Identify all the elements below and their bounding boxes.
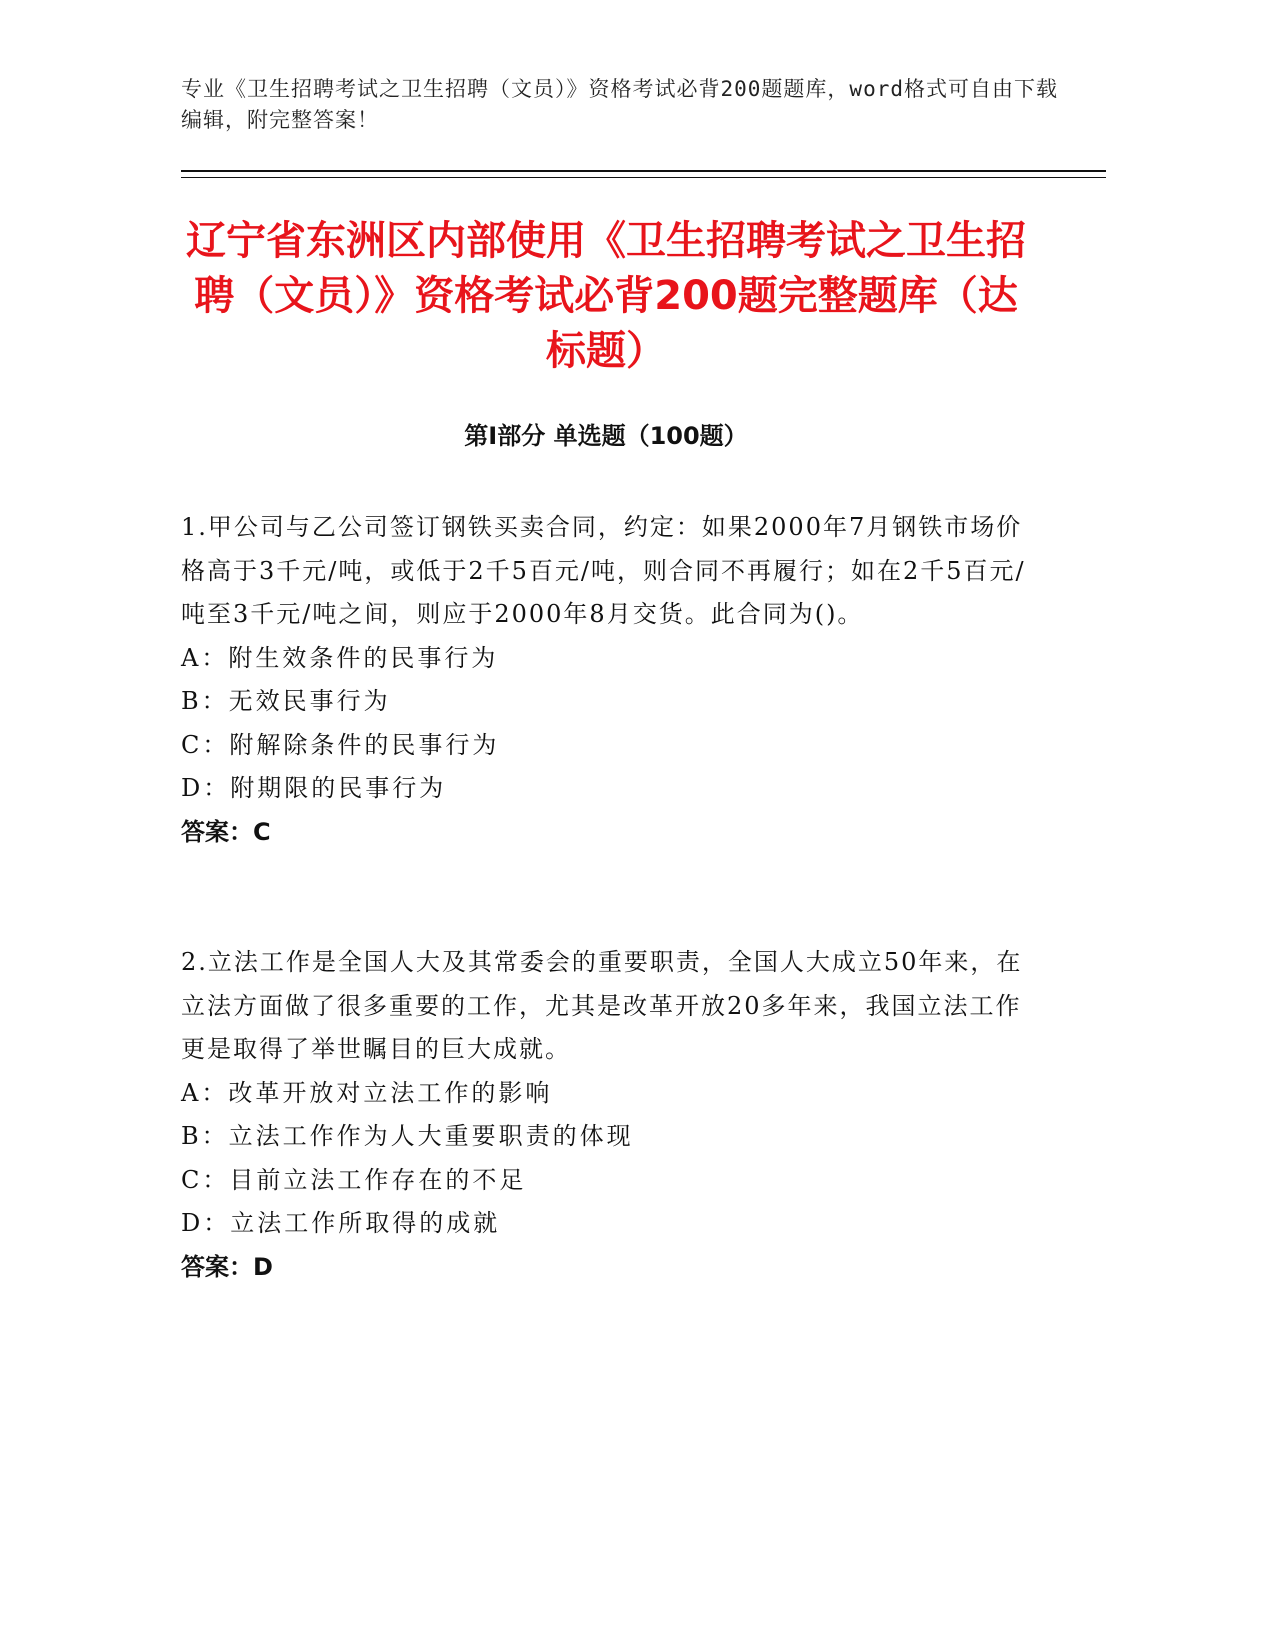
question-stem: 1.甲公司与乙公司签订钢铁买卖合同，约定：如果2000年7月钢铁市场价格高于3千元/吨，或低于2千5百元/吨，则合同不再履行；如在2千5百元/吨至3千元/吨之间，则应于2000年8月交货。此合同为()。 <box>181 513 1026 628</box>
header-note: 专业《卫生招聘考试之卫生招聘（文员）》资格考试必背200题题库，word格式可自由下载编辑，附完整答案！ <box>181 77 1058 132</box>
header-divider-thin <box>181 177 1106 178</box>
section-heading: 第Ⅰ部分 单选题（100题） <box>464 422 748 450</box>
header-divider-thick <box>181 170 1106 172</box>
option-c: C：附解除条件的民事行为 <box>181 730 500 759</box>
option-b: B：立法工作作为人大重要职责的体现 <box>181 1122 634 1150</box>
option-c: C：目前立法工作存在的不足 <box>181 1165 527 1194</box>
question-stem: 2.立法工作是全国人大及其常委会的重要职责，全国人大成立50年来，在立法方面做了很多重要的工作，尤其是改革开放20多年来，我国立法工作更是取得了举世瞩目的巨大成就。 <box>181 948 1023 1063</box>
option-d: D：附期限的民事行为 <box>181 774 447 802</box>
option-b: B：无效民事行为 <box>181 687 391 715</box>
answer-line: 答案：C <box>181 817 271 846</box>
option-a: A：附生效条件的民事行为 <box>181 643 499 672</box>
option-a: A：改革开放对立法工作的影响 <box>181 1078 553 1107</box>
question-1 <box>181 506 1031 854</box>
answer-line: 答案：D <box>181 1252 273 1281</box>
document-title: 辽宁省东洲区内部使用《卫生招聘考试之卫生招聘（文员）》资格考试必背200题完整题库（达标题） <box>186 218 1026 374</box>
question-2 <box>181 941 1031 1289</box>
option-d: D：立法工作所取得的成就 <box>181 1209 501 1237</box>
